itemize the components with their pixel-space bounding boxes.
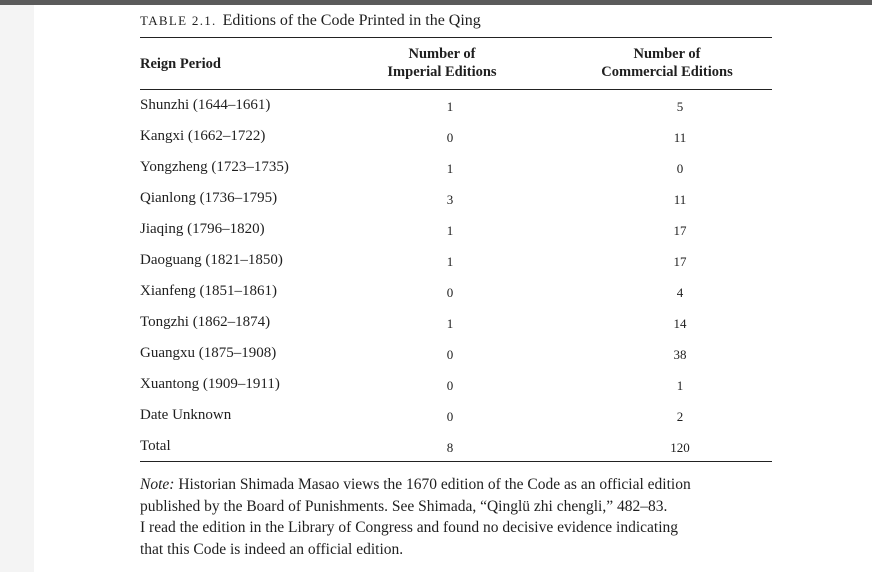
reign-cell: Tongzhi (1862–1874) [140, 314, 271, 330]
note-line-4: that this Code is indeed an official edition. [140, 540, 404, 558]
table-row [140, 252, 772, 272]
imperial-cell: 0 [446, 285, 454, 300]
bottom-rule [140, 461, 772, 462]
commercial-cell: 1 [676, 378, 684, 393]
table-row [140, 97, 772, 117]
commercial-cell: 120 [670, 440, 690, 455]
reign-cell: Jiaqing (1796–1820) [140, 221, 265, 237]
header-reign-period: Reign Period [140, 56, 221, 72]
commercial-cell: 17 [673, 223, 687, 238]
top-rule [140, 37, 772, 38]
reign-cell: Xianfeng (1851–1861) [140, 283, 278, 299]
reign-cell: Yongzheng (1723–1735) [140, 159, 289, 175]
table-row [140, 376, 772, 396]
table-row [140, 407, 772, 427]
commercial-cell: 5 [676, 99, 684, 114]
header-commercial-editions [582, 45, 752, 81]
note-line-1 [140, 474, 760, 496]
table-label: TABLE 2.1. [140, 13, 217, 28]
imperial-cell: 0 [446, 130, 454, 145]
reign-cell: Total [140, 438, 171, 454]
reign-cell: Date Unknown [140, 407, 232, 423]
imperial-cell: 1 [446, 223, 454, 238]
table-row [140, 190, 772, 210]
commercial-cell: 4 [676, 285, 684, 300]
table-row-total [140, 438, 772, 458]
table-row [140, 314, 772, 334]
note-line-2: published by the Board of Punishments. See Shimada, “Qinglü zhi chengli,” 482–83. [140, 497, 668, 515]
commercial-cell: 0 [676, 161, 684, 176]
table-row [140, 128, 772, 148]
table-row [140, 345, 772, 365]
note-label: Note: [140, 476, 175, 493]
document-page [34, 5, 872, 572]
note-text-1: Historian Shimada Masao views the 1670 edition of the Code as an official edition [178, 476, 691, 493]
reign-cell: Kangxi (1662–1722) [140, 128, 266, 144]
reign-cell: Qianlong (1736–1795) [140, 190, 278, 206]
table-row [140, 283, 772, 303]
header-rule [140, 89, 772, 90]
table-note [140, 474, 760, 560]
header-commercial-line2: Commercial Editions [601, 64, 733, 80]
header-imperial-line1: Number of [408, 46, 476, 62]
commercial-cell: 14 [673, 316, 687, 331]
reign-cell: Daoguang (1821–1850) [140, 252, 283, 268]
commercial-cell: 38 [673, 347, 687, 362]
reign-cell: Guangxu (1875–1908) [140, 345, 277, 361]
commercial-cell: 17 [673, 254, 687, 269]
table-title: Editions of the Code Printed in the Qing [222, 12, 481, 29]
imperial-cell: 1 [446, 161, 454, 176]
table-row [140, 159, 772, 179]
imperial-cell: 3 [446, 192, 454, 207]
header-imperial-editions [374, 45, 510, 81]
header-commercial-line1: Number of [633, 46, 701, 62]
table-caption [140, 12, 481, 30]
table-row [140, 221, 772, 241]
imperial-cell: 1 [446, 99, 454, 114]
note-line-3: I read the edition in the Library of Congress and found no decisive evidence indicating [140, 519, 679, 536]
imperial-cell: 0 [446, 378, 454, 393]
imperial-cell: 1 [446, 316, 454, 331]
imperial-cell: 1 [446, 254, 454, 269]
reign-cell: Xuantong (1909–1911) [140, 376, 280, 392]
commercial-cell: 11 [673, 130, 687, 145]
header-imperial-line2: Imperial Editions [387, 64, 497, 80]
reign-cell: Shunzhi (1644–1661) [140, 97, 271, 113]
commercial-cell: 11 [673, 192, 687, 207]
imperial-cell: 8 [446, 440, 454, 455]
commercial-cell: 2 [676, 409, 684, 424]
imperial-cell: 0 [446, 347, 454, 362]
imperial-cell: 0 [446, 409, 454, 424]
